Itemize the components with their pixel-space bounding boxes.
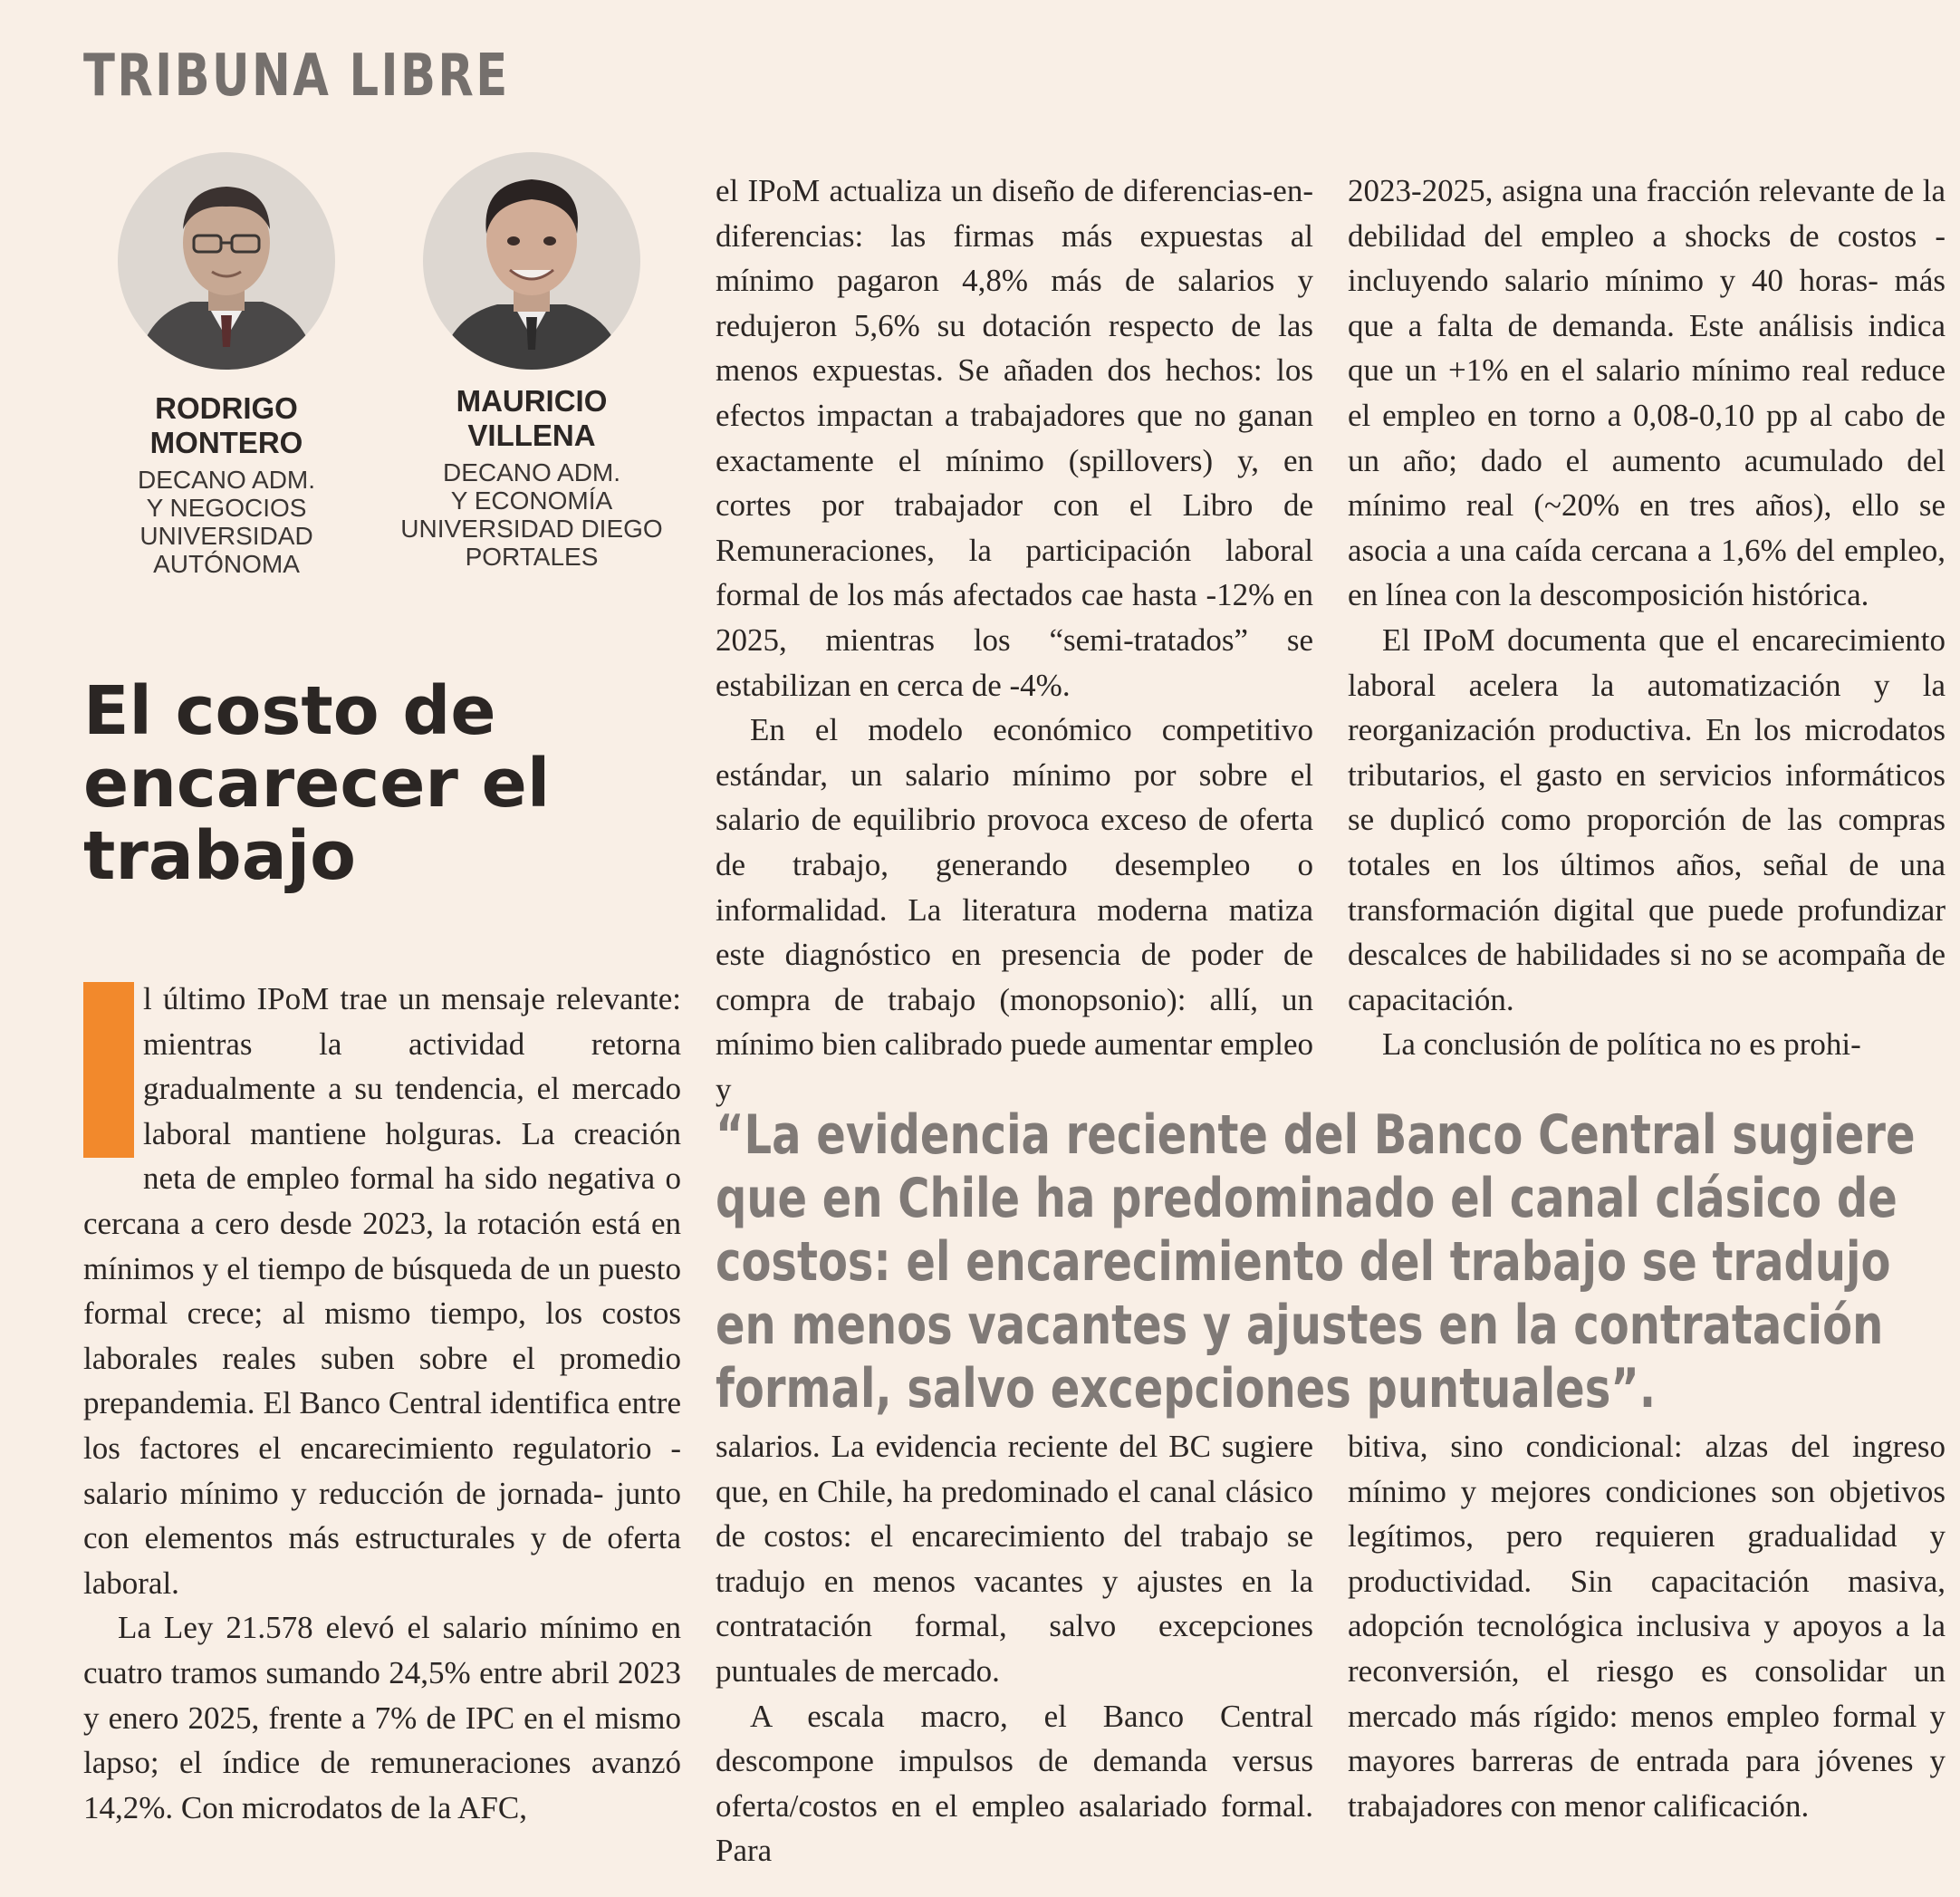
author-name: MAURICIO VILLENA [456, 384, 608, 452]
author-photo-mauricio-villena [423, 152, 640, 370]
article-column-middle-bottom [716, 1424, 1313, 1869]
author-name: RODRIGO MONTERO [149, 391, 303, 459]
drop-cap [83, 982, 134, 1158]
paragraph: el IPoM actualiza un diseño de diferencias-en-diferencias: las firmas más expuestas al mínimo pagaron 4,8% más de salarios y redujeron 5,6% su dotación respecto de las menos expuestas. Se añaden dos hechos: los efectos impactan a trabajadores que no ganan exactamente el mínimo (spillovers) y, en cortes por trabajador con el Libro de Remuneraciones, la participación laboral formal de los más afectados cae hasta -12% en 2025, mientras los “semi-tratados” se estabilizan en cerca de -4%. [716, 173, 1313, 703]
paragraph: salarios. La evidencia reciente del BC sugiere que, en Chile, ha predominado el canal clásico de costos: el encarecimiento del trabajo se tradujo en menos vacantes y ajustes en la contratación formal, salvo excepciones puntuales de mercado. [716, 1429, 1313, 1689]
author-card-mauricio-villena [396, 152, 668, 571]
portrait-illustration [423, 152, 640, 370]
article-column-right-bottom [1348, 1424, 1946, 1823]
article-column-right-top [1348, 169, 1946, 1065]
pull-quote: “La evidencia reciente del Banco Central sugiere que en Chile ha predominado el canal clásico de costos: el encarecimiento del trabajo se tradujo en menos vacantes y ajustes en la contratación formal, salvo excepciones puntuales”. [716, 1103, 1916, 1420]
article-column-middle-top [716, 169, 1313, 1107]
paragraph: El IPoM documenta que el encarecimiento laboral acelera la automatización y la reorganización productiva. En los microdatos tributarios, el gasto en servicios informáticos se duplicó como proporción de las compras totales en los últimos años, señal de una transformación digital que puede profundizar descalces de habilidades si no se acompaña de capacitación. [1348, 621, 1946, 1017]
paragraph: l último IPoM trae un mensaje relevante: mientras la actividad retorna gradualmente a su tendencia, el mercado laboral mantiene holguras. La creación neta de empleo formal ha sido negativa o cercana a cero desde 2023, la rotación está en mínimos y el tiempo de búsqueda de un puesto formal crece; al mismo tiempo, los costos laborales reales suben sobre el promedio prepandemia. El Banco Central identifica entre los factores el encarecimiento regulatorio -salario mínimo y reducción de jornada- junto con elementos más estructurales y de oferta laboral. [83, 981, 681, 1601]
paragraph: La conclusión de política no es prohi- [1382, 1026, 1861, 1063]
paragraph: 2023-2025, asigna una fracción relevante de la debilidad del empleo a shocks de costos -incluyendo salario mínimo y 40 horas- más que a falta de demanda. Este análisis indica que un +1% en el salario mínimo real reduce el empleo en torno a 0,08-0,10 pp al cabo de un año; dado el aumento acumulado del mínimo real (~20% en tres años), ello se asocia a una caída cercana a 1,6% del empleo, en línea con la descomposición histórica. [1348, 173, 1946, 613]
section-title: TRIBUNA LIBRE [83, 43, 510, 110]
paragraph: La Ley 21.578 elevó el salario mínimo en cuatro tramos sumando 24,5% entre abril 2023 y enero 2025, frente a 7% de IPC en el mismo lapso; el índice de remuneraciones avanzó 14,2%. Con microdatos de la AFC, [83, 1610, 681, 1825]
author-role: DECANO ADM. Y ECONOMÍA UNIVERSIDAD DIEGO PORTALES [400, 458, 663, 571]
article-headline: El costo de encarecer el trabajo [83, 672, 551, 895]
author-photo-rodrigo-montero [118, 152, 335, 370]
paragraph: A escala macro, el Banco Central descompone impulsos de demanda versus oferta/costos en el empleo asalariado formal. Para [716, 1698, 1313, 1869]
author-role: DECANO ADM. Y NEGOCIOS UNIVERSIDAD AUTÓNOMA [137, 466, 316, 578]
portrait-illustration [118, 152, 335, 370]
paragraph: En el modelo económico competitivo estándar, un salario mínimo por sobre el salario de equilibrio provoca exceso de oferta de trabajo, generando desempleo o informalidad. La literatura moderna matiza este diagnóstico en presencia de poder de compra de trabajo (monopsonio): allí, un mínimo bien calibrado puede aumentar empleo y [716, 712, 1313, 1107]
article-column-left [83, 977, 681, 1830]
author-card-rodrigo-montero [91, 152, 362, 578]
paragraph: bitiva, sino condicional: alzas del ingreso mínimo y mejores condiciones son objetivos legítimos, pero requieren gradualidad y productividad. Sin capacitación masiva, adopción tecnológica inclusiva y apoyos a la reconversión, el riesgo es consolidar un mercado más rígido: menos empleo formal y mayores barreras de entrada para jóvenes y trabajadores con menor calificación. [1348, 1429, 1946, 1824]
